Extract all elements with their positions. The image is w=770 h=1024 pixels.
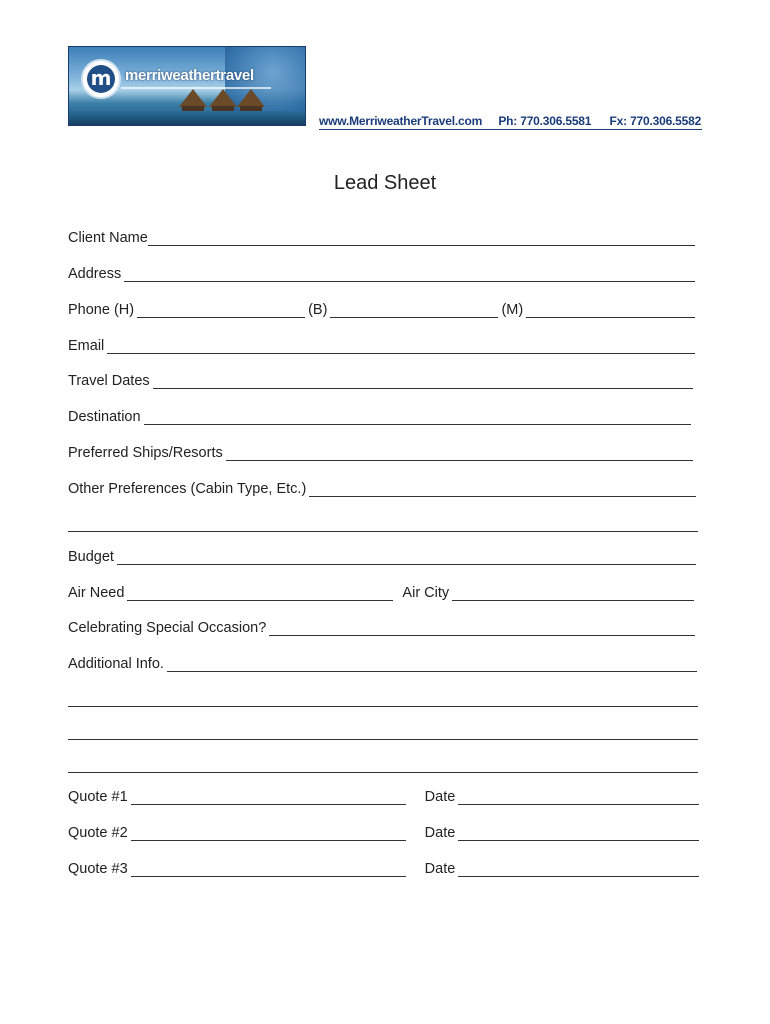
- logo-emblem: [81, 59, 121, 99]
- additional-row: [68, 656, 700, 672]
- budget-row: [68, 549, 699, 565]
- quote3-label: Quote #3: [68, 861, 128, 877]
- logo-hut: [179, 89, 207, 107]
- address-label: Address: [68, 266, 122, 282]
- occasion-field[interactable]: [269, 621, 695, 636]
- website-link[interactable]: www.MerriweatherTravel.com: [319, 114, 483, 128]
- budget-field[interactable]: [117, 550, 696, 565]
- quote2-label: Quote #2: [68, 825, 128, 841]
- phone-row: [68, 302, 698, 318]
- logo-letter: m: [87, 65, 115, 93]
- destination-label: Destination: [68, 409, 141, 425]
- air-need-field[interactable]: [127, 586, 393, 601]
- quote3-field[interactable]: [131, 862, 406, 877]
- quote1-row: [68, 789, 702, 805]
- quote2-date-field[interactable]: [458, 826, 699, 841]
- page-title: Lead Sheet: [333, 172, 437, 194]
- quote2-date-label: Date: [424, 825, 456, 841]
- email-row: [68, 338, 698, 354]
- other-prefs-field[interactable]: [309, 482, 696, 497]
- additional-label: Additional Info.: [68, 656, 164, 672]
- fax-number: Fx: 770.306.5582: [609, 114, 702, 128]
- additional-extra-line[interactable]: [68, 758, 698, 773]
- phone-business-field[interactable]: [330, 303, 498, 318]
- phone-mobile-field[interactable]: [526, 303, 695, 318]
- quote2-row: [68, 825, 702, 841]
- client-name-label: Client Name: [68, 230, 148, 246]
- phone-number: Ph: 770.306.5581: [498, 114, 592, 128]
- address-row: [68, 266, 698, 282]
- client-name-row: [68, 230, 698, 246]
- logo-hut: [237, 89, 265, 107]
- quote3-date-label: Date: [424, 861, 456, 877]
- phone-business-label: (B): [308, 302, 328, 318]
- preferred-row: [68, 445, 696, 461]
- phone-home-label: Phone (H): [68, 302, 135, 318]
- occasion-row: [68, 620, 698, 636]
- phone-home-field[interactable]: [137, 303, 305, 318]
- quote3-row: [68, 861, 702, 877]
- air-city-field[interactable]: [452, 586, 694, 601]
- contact-line: [319, 114, 702, 130]
- company-logo: [68, 46, 306, 126]
- preferred-label: Preferred Ships/Resorts: [68, 445, 223, 461]
- travel-dates-label: Travel Dates: [68, 373, 150, 389]
- budget-label: Budget: [68, 549, 114, 565]
- other-prefs-row: [68, 481, 699, 497]
- quote1-date-label: Date: [424, 789, 456, 805]
- logo-stripe: [121, 87, 271, 89]
- quote2-field[interactable]: [131, 826, 406, 841]
- additional-field[interactable]: [167, 657, 697, 672]
- occasion-label: Celebrating Special Occasion?: [68, 620, 267, 636]
- quote3-date-field[interactable]: [458, 862, 699, 877]
- travel-dates-field[interactable]: [153, 374, 693, 389]
- destination-row: [68, 409, 694, 425]
- other-prefs-label: Other Preferences (Cabin Type, Etc.): [68, 481, 307, 497]
- quote1-field[interactable]: [131, 790, 406, 805]
- logo-water: [69, 111, 305, 125]
- air-row: [68, 585, 697, 601]
- email-label: Email: [68, 338, 105, 354]
- client-name-field[interactable]: [148, 231, 695, 246]
- quote1-label: Quote #1: [68, 789, 128, 805]
- air-city-label: Air City: [402, 585, 450, 601]
- address-field[interactable]: [124, 267, 695, 282]
- logo-hut: [209, 89, 237, 107]
- additional-extra-line[interactable]: [68, 692, 698, 707]
- phone-mobile-label: (M): [501, 302, 524, 318]
- additional-extra-line[interactable]: [68, 725, 698, 740]
- preferred-field[interactable]: [226, 446, 693, 461]
- travel-dates-row: [68, 373, 696, 389]
- destination-field[interactable]: [144, 410, 691, 425]
- air-need-label: Air Need: [68, 585, 125, 601]
- logo-brand-text: merriweathertravel: [125, 67, 254, 84]
- quote1-date-field[interactable]: [458, 790, 699, 805]
- other-prefs-extra-line[interactable]: [68, 517, 698, 532]
- email-field[interactable]: [107, 339, 695, 354]
